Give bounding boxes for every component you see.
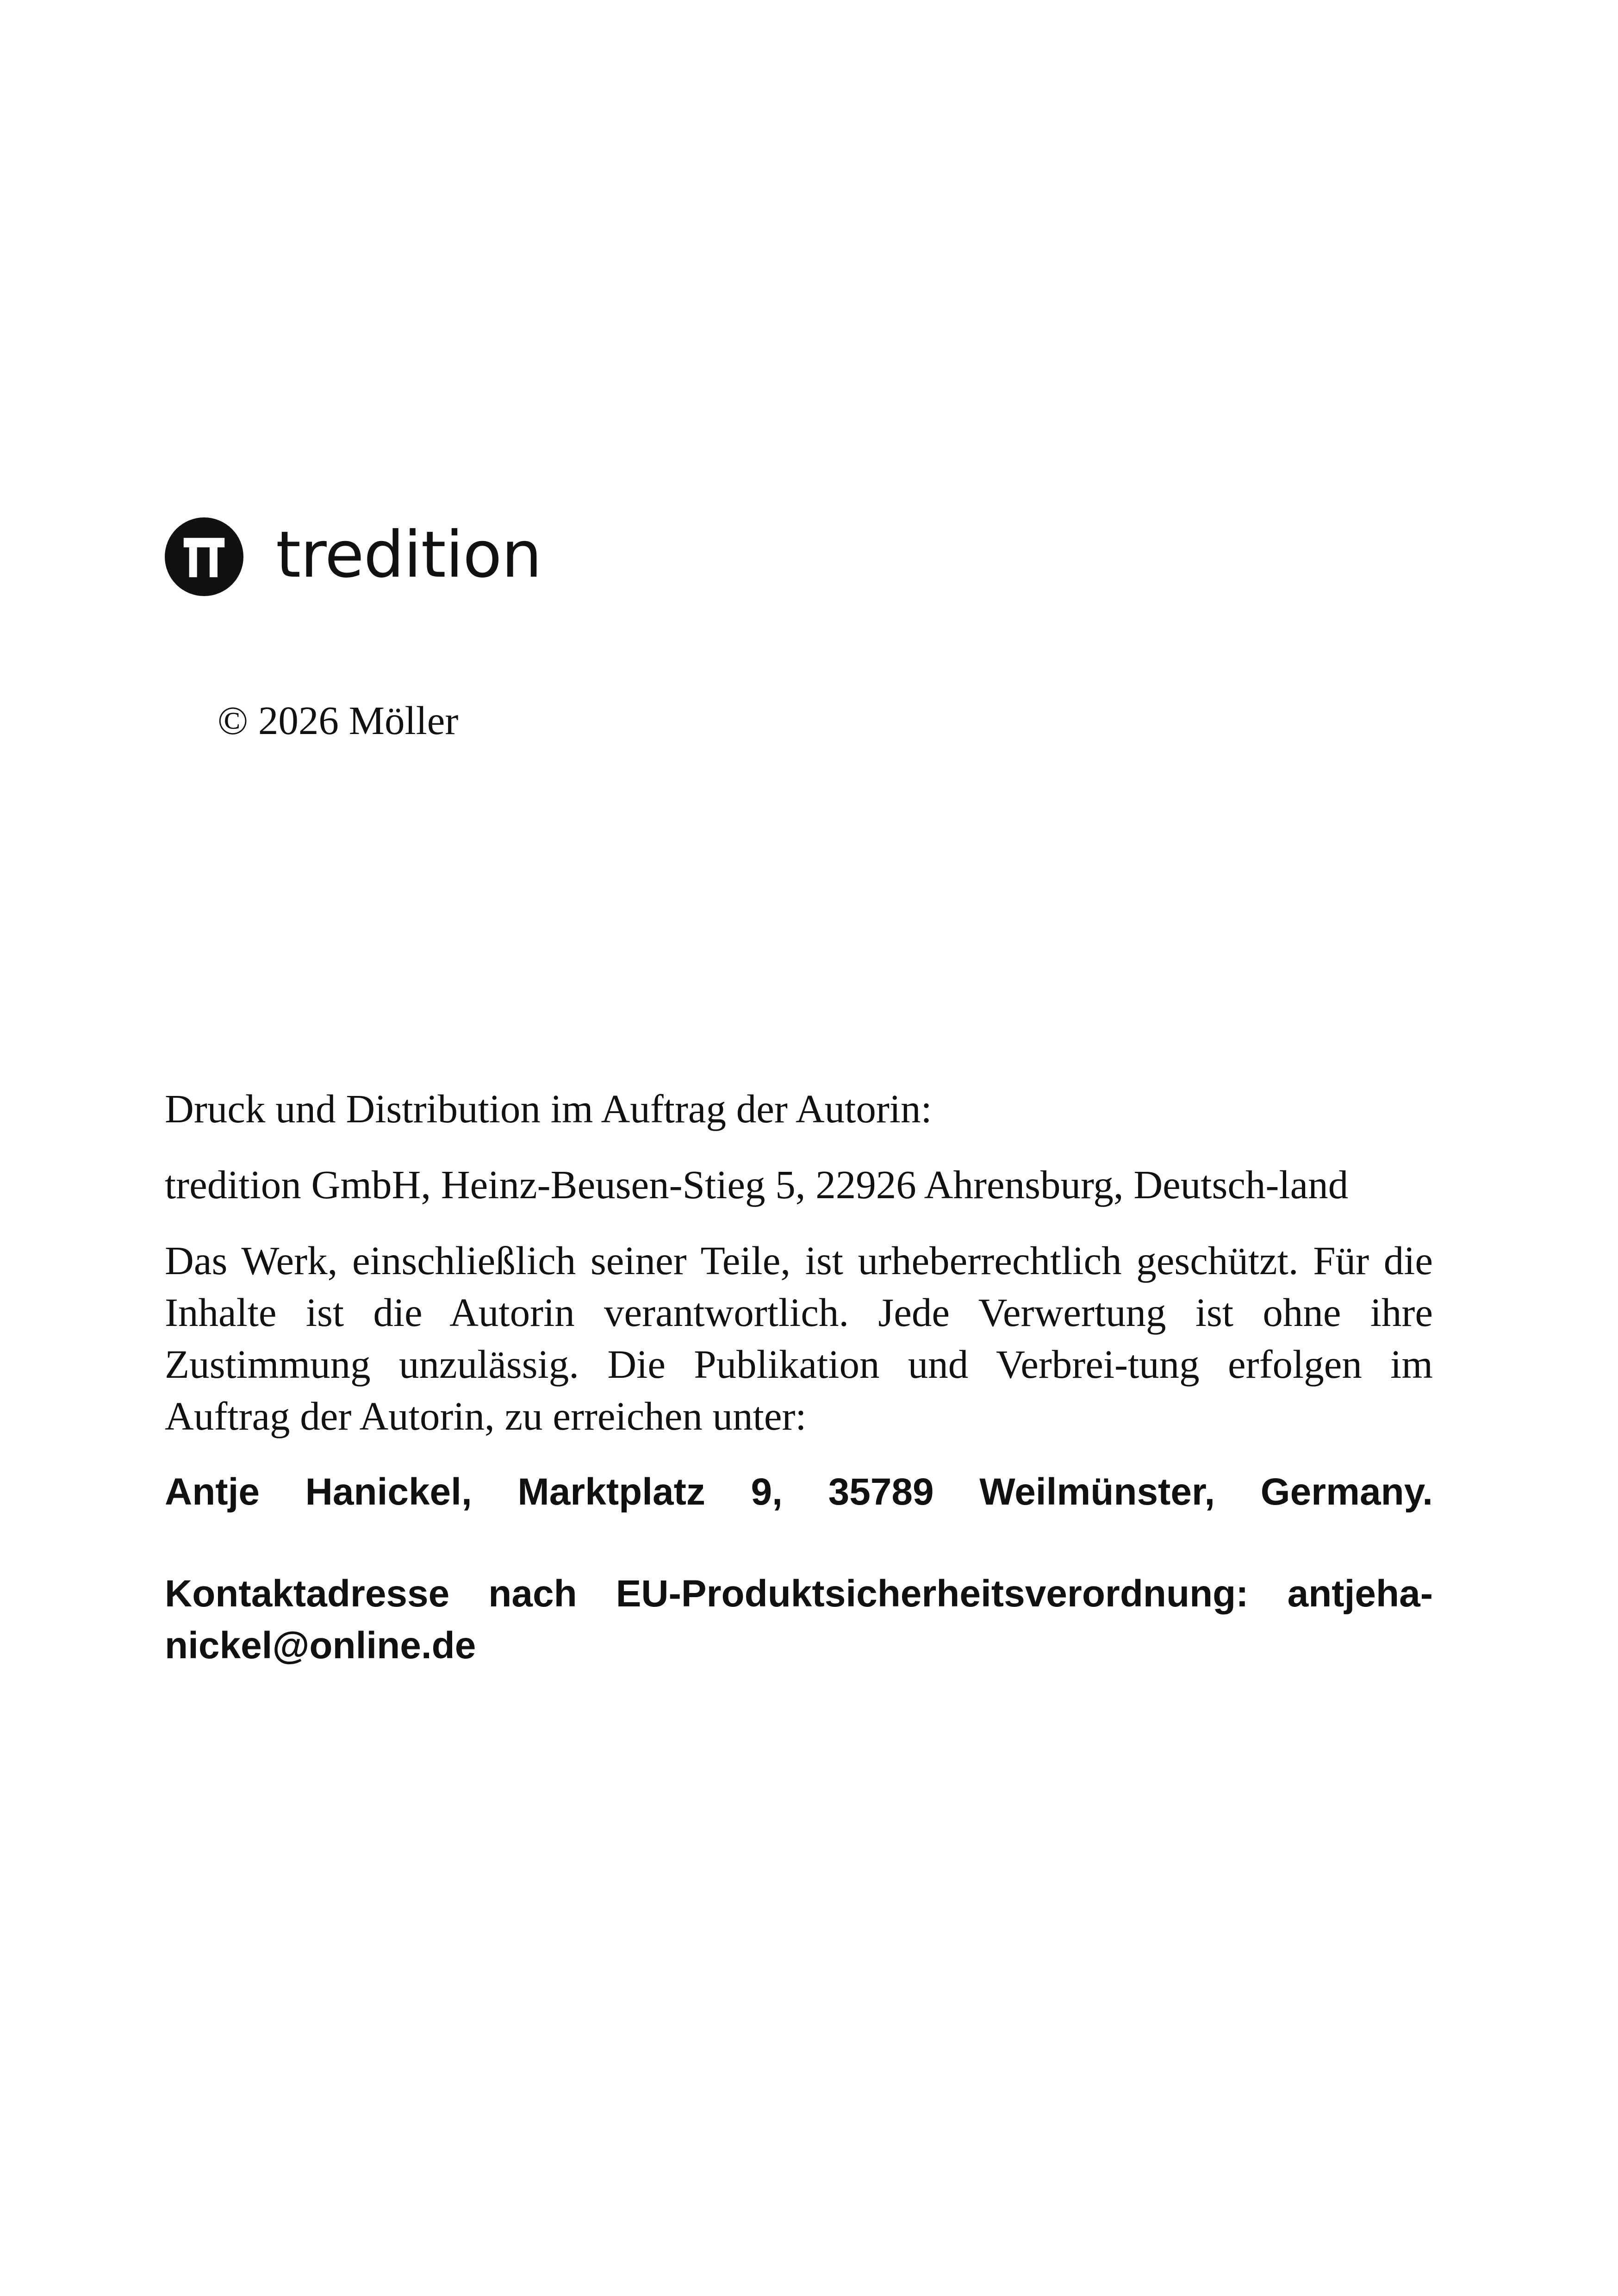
publisher-address: tredition GmbH, Heinz-Beusen-Stieg 5, 22926 Ahrensburg, Deutsch-land bbox=[165, 1162, 1349, 1207]
publisher-logo bbox=[165, 517, 541, 596]
logo-wordmark: tredition bbox=[276, 517, 541, 592]
safety-contact: Kontaktadresse nach EU-Produktsicherheitsverordnung: antjeha-nickel@online.de bbox=[165, 1573, 1433, 1667]
tredition-logo-icon bbox=[165, 517, 243, 596]
author-address: Antje Hanickel, Marktplatz 9, 35789 Weilmünster, Germany. bbox=[165, 1471, 1433, 1513]
copyright-statement: Das Werk, einschließlich seiner Teile, ist urheberrechtlich geschützt. Für die Inhalte ist die Autorin verantwortlich. Jede Verwertung ist ohne ihre Zustimmung unzulässig. Die Publikation und Verbrei-tung erfolgen im Auftrag der Autorin, zu erreichen unter: bbox=[165, 1238, 1433, 1438]
copyright-notice: © 2026 Möller bbox=[218, 698, 459, 743]
imprint-section bbox=[165, 1083, 1433, 1672]
distribution-note: Druck und Distribution im Auftrag der Autorin: bbox=[165, 1086, 932, 1131]
